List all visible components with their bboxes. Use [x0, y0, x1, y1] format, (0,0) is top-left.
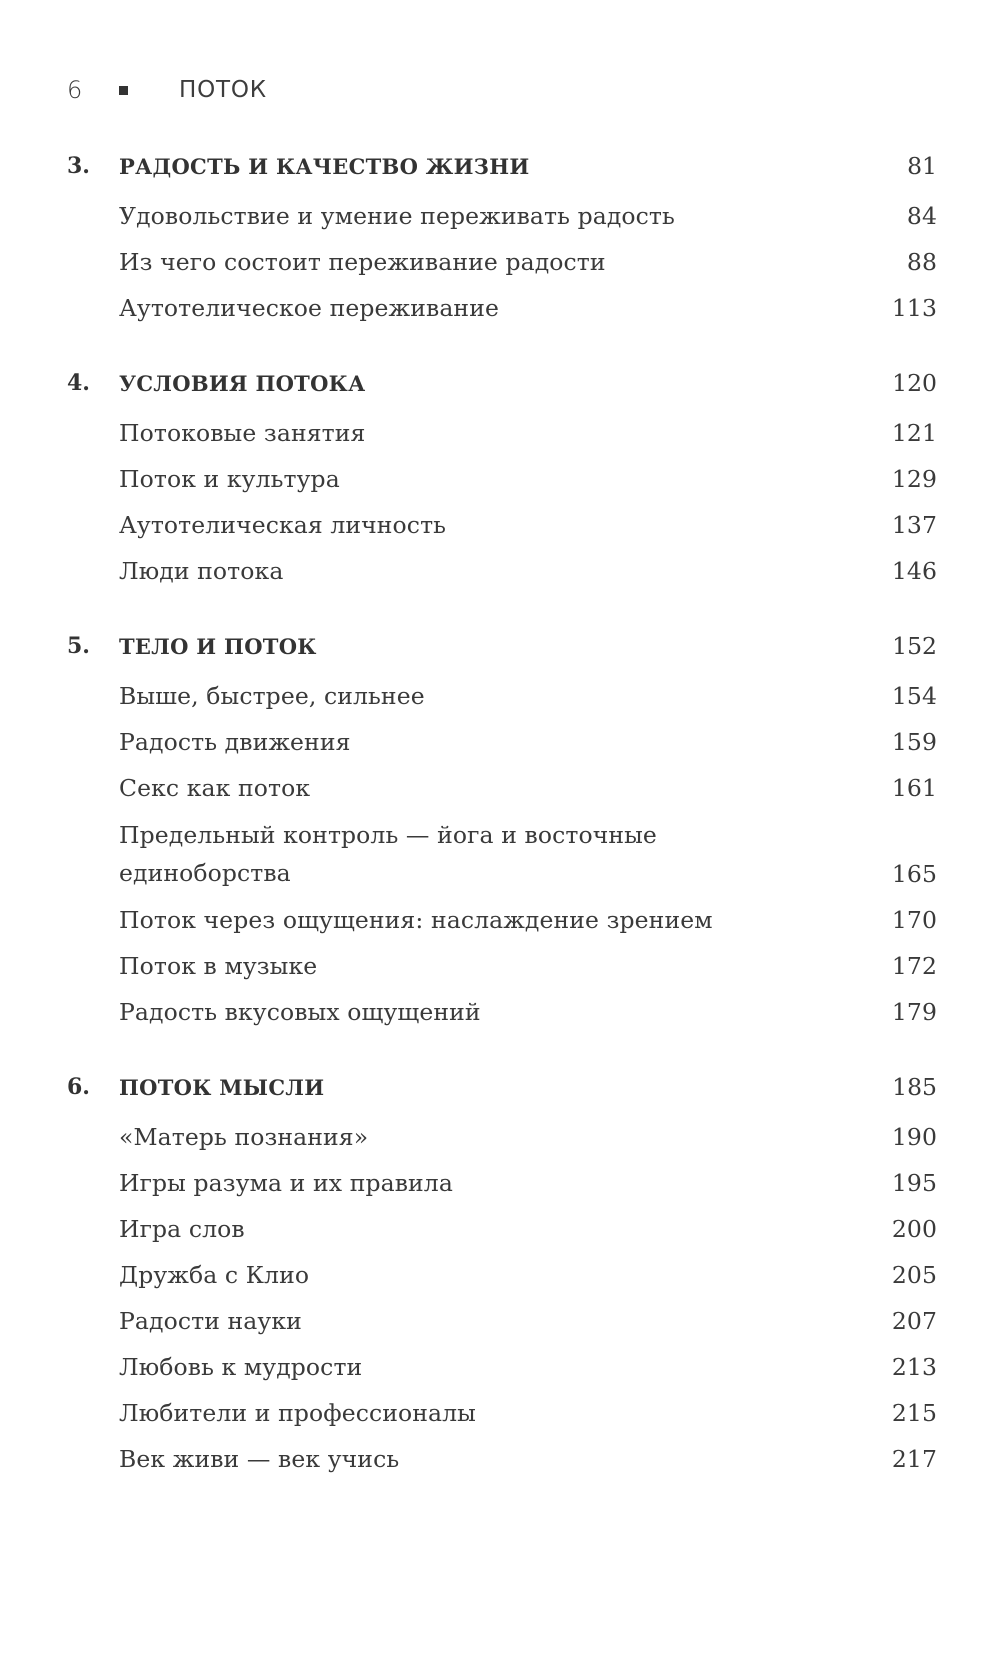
entry-title: Игры разума и их правила	[119, 1169, 453, 1197]
toc-entry	[67, 994, 937, 1030]
entry-page: 207	[891, 1307, 937, 1335]
chapter-3	[67, 148, 937, 326]
entry-title: Поток и культура	[119, 465, 340, 493]
chapter-5	[67, 628, 937, 1030]
chapter-heading	[67, 1069, 937, 1105]
chapter-4	[67, 365, 937, 589]
entry-page: 161	[891, 774, 937, 802]
entry-title: Удовольствие и умение переживать радость	[119, 202, 675, 230]
toc-entry	[67, 244, 937, 280]
entry-title: Игра слов	[119, 1215, 245, 1243]
entry-title: Поток в музыке	[119, 952, 318, 980]
toc-entry	[67, 415, 937, 451]
page-number: 6	[67, 76, 83, 104]
toc-entry	[67, 1303, 937, 1339]
entry-page: 146	[891, 557, 937, 585]
chapter-heading	[67, 148, 937, 184]
toc-entry	[67, 461, 937, 497]
chapter-number: 5.	[67, 633, 90, 659]
chapter-number: 3.	[67, 153, 90, 179]
toc-entry	[67, 1257, 937, 1293]
toc-entry	[67, 1211, 937, 1247]
entry-title: Радости науки	[119, 1307, 302, 1335]
toc-entry	[67, 1349, 937, 1385]
chapter-page: 81	[907, 152, 937, 180]
entry-page: 121	[891, 419, 937, 447]
entry-page: 84	[906, 202, 937, 230]
table-of-contents	[67, 148, 937, 1516]
chapter-title: РАДОСТЬ И КАЧЕСТВО ЖИЗНИ	[119, 153, 530, 179]
toc-entry	[67, 1441, 937, 1477]
entry-title: Дружба с Клио	[119, 1261, 310, 1289]
entry-page: 195	[891, 1169, 937, 1197]
entry-title: Любовь к мудрости	[119, 1353, 363, 1381]
entry-page: 215	[891, 1399, 937, 1427]
entry-title: Радость движения	[119, 728, 351, 756]
entry-page: 213	[891, 1353, 937, 1381]
square-bullet-icon	[119, 86, 128, 95]
chapter-page: 120	[892, 369, 937, 397]
entry-title: Из чего состоит переживание радости	[119, 248, 606, 276]
chapter-title: ПОТОК МЫСЛИ	[119, 1074, 325, 1100]
toc-entry	[67, 724, 937, 760]
entry-title: Потоковые занятия	[119, 419, 366, 447]
entry-page: 172	[891, 952, 937, 980]
entry-page: 159	[891, 728, 937, 756]
toc-entry	[67, 1395, 937, 1431]
entry-page: 113	[891, 294, 937, 322]
entry-page: 129	[891, 465, 937, 493]
toc-entry	[67, 1165, 937, 1201]
entry-page: 217	[891, 1445, 937, 1473]
running-title: ПОТОК	[179, 77, 267, 103]
toc-entry	[67, 816, 937, 892]
chapter-title: ТЕЛО И ПОТОК	[119, 633, 317, 659]
toc-entry	[67, 553, 937, 589]
toc-entry	[67, 507, 937, 543]
entry-page: 154	[891, 682, 937, 710]
toc-entry	[67, 290, 937, 326]
entry-page: 205	[891, 1261, 937, 1289]
entry-title: Любители и профессионалы	[119, 1399, 476, 1427]
entry-page: 179	[891, 998, 937, 1026]
entry-title: Поток через ощущения: наслаждение зрением	[119, 906, 713, 934]
entry-title: Предельный контроль — йога и восточные единоборства	[119, 821, 657, 887]
entry-title: Выше, быстрее, сильнее	[119, 682, 425, 710]
chapter-title: УСЛОВИЯ ПОТОКА	[119, 370, 366, 396]
entry-title: Радость вкусовых ощущений	[119, 998, 481, 1026]
entry-title: «Матерь познания»	[119, 1123, 369, 1151]
entry-page: 137	[891, 511, 937, 539]
chapter-heading	[67, 365, 937, 401]
entry-page: 88	[906, 248, 937, 276]
chapter-6	[67, 1069, 937, 1477]
toc-entry	[67, 948, 937, 984]
entry-page: 200	[891, 1215, 937, 1243]
page-header	[67, 72, 267, 108]
entry-title: Век живи — век учись	[119, 1445, 400, 1473]
entry-title: Секс как поток	[119, 774, 311, 802]
toc-entry	[67, 678, 937, 714]
chapter-number: 6.	[67, 1074, 90, 1100]
chapter-number: 4.	[67, 370, 90, 396]
chapter-page: 185	[892, 1073, 937, 1101]
toc-entry	[67, 1119, 937, 1155]
toc-entry	[67, 198, 937, 234]
entry-page: 165	[891, 860, 937, 888]
entry-title: Люди потока	[119, 557, 284, 585]
chapter-page: 152	[892, 632, 937, 660]
toc-entry	[67, 902, 937, 938]
entry-title: Аутотелическое переживание	[119, 294, 499, 322]
entry-title: Аутотелическая личность	[119, 511, 447, 539]
chapter-heading	[67, 628, 937, 664]
toc-entry	[67, 770, 937, 806]
entry-page: 170	[891, 906, 937, 934]
entry-page: 190	[891, 1123, 937, 1151]
